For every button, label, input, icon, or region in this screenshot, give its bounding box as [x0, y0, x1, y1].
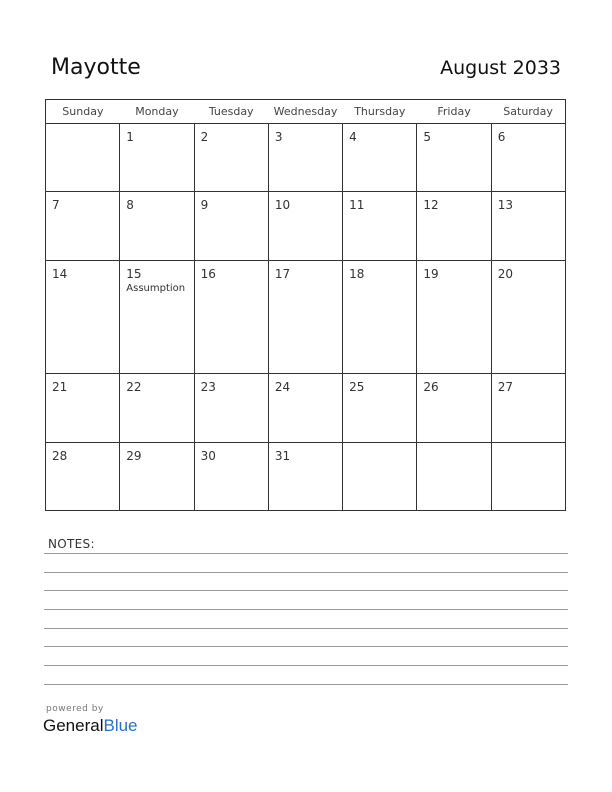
day-number: 27 — [497, 380, 513, 395]
logo-blue-text: Blue — [103, 716, 138, 735]
day-cell — [491, 374, 565, 442]
notes-label: NOTES: — [48, 537, 95, 551]
calendar-grid — [45, 99, 566, 511]
note-line — [44, 646, 568, 647]
day-number: 19 — [423, 266, 439, 281]
day-cell — [194, 192, 268, 260]
note-line — [44, 628, 568, 629]
day-number: 20 — [497, 266, 513, 281]
week-row — [46, 374, 566, 442]
day-number: 2 — [200, 130, 209, 144]
day-cell — [120, 442, 194, 510]
powered-by-text: powered by — [46, 704, 104, 714]
day-number: 22 — [126, 380, 142, 395]
day-number: 17 — [274, 266, 291, 281]
day-number: 15 — [126, 266, 142, 281]
weekday-header: Saturday — [491, 100, 565, 124]
day-cell — [417, 124, 491, 192]
day-cell — [491, 260, 565, 374]
day-cell — [491, 124, 565, 192]
generalblue-logo[interactable] — [43, 716, 138, 736]
day-number: 9 — [200, 198, 209, 213]
day-cell — [343, 442, 417, 510]
day-number: 11 — [349, 198, 365, 213]
day-cell — [194, 260, 268, 374]
day-cell — [194, 374, 268, 442]
day-cell — [268, 192, 342, 260]
note-line — [44, 553, 568, 554]
day-cell — [268, 442, 342, 510]
day-number: 7 — [52, 198, 60, 213]
day-number: 30 — [200, 448, 216, 463]
day-cell — [120, 124, 194, 192]
day-cell — [194, 124, 268, 192]
day-cell — [417, 442, 491, 510]
day-number: 6 — [497, 130, 506, 144]
day-cell — [46, 192, 120, 260]
day-number: 13 — [497, 198, 513, 213]
day-number: 8 — [126, 198, 134, 213]
day-number: 14 — [52, 266, 68, 281]
day-cell — [46, 260, 120, 374]
day-number: 29 — [126, 448, 142, 463]
weekday-header: Sunday — [46, 100, 120, 124]
day-number: 4 — [349, 130, 357, 144]
day-cell — [268, 260, 342, 374]
day-number: 23 — [200, 380, 216, 395]
calendar-country-title: Mayotte — [51, 55, 141, 80]
day-number: 16 — [200, 266, 216, 281]
day-number: 18 — [349, 266, 365, 281]
note-line — [44, 665, 568, 666]
day-cell — [343, 374, 417, 442]
logo-general-text: General — [43, 716, 104, 735]
day-cell — [46, 374, 120, 442]
note-line — [44, 572, 568, 573]
day-cell — [417, 260, 491, 374]
week-row — [46, 260, 566, 374]
note-line — [44, 590, 568, 591]
day-cell — [343, 192, 417, 260]
week-row — [46, 192, 566, 260]
day-number: 10 — [274, 198, 291, 213]
day-cell — [343, 124, 417, 192]
weekday-header: Friday — [417, 100, 491, 124]
day-number: 12 — [423, 198, 439, 213]
day-number: 5 — [423, 130, 432, 144]
weekday-header: Thursday — [343, 100, 417, 124]
weekday-header: Monday — [120, 100, 194, 124]
week-row — [46, 124, 566, 192]
day-cell — [120, 374, 194, 442]
weekday-header-row — [46, 100, 566, 124]
day-cell — [194, 442, 268, 510]
day-number: 26 — [423, 380, 439, 395]
day-cell — [491, 442, 565, 510]
day-cell — [268, 374, 342, 442]
day-cell — [417, 374, 491, 442]
note-line — [44, 609, 568, 610]
day-number: 24 — [274, 380, 291, 395]
day-cell — [46, 442, 120, 510]
day-cell — [343, 260, 417, 374]
day-number: 1 — [126, 130, 134, 144]
day-cell — [268, 124, 342, 192]
day-cell — [46, 124, 120, 192]
calendar-month-title: August 2033 — [440, 57, 561, 79]
day-cell — [417, 192, 491, 260]
day-number: 31 — [274, 448, 291, 463]
day-cell — [491, 192, 565, 260]
weekday-header: Wednesday — [268, 100, 342, 124]
week-row — [46, 442, 566, 510]
day-number: 3 — [274, 130, 283, 144]
day-number: 21 — [52, 380, 68, 395]
weekday-header: Tuesday — [194, 100, 268, 124]
note-line — [44, 684, 568, 685]
holiday-label: Assumption — [126, 282, 186, 294]
day-cell — [120, 192, 194, 260]
day-number: 28 — [52, 448, 68, 463]
day-cell — [120, 260, 194, 374]
day-number: 25 — [349, 380, 365, 395]
